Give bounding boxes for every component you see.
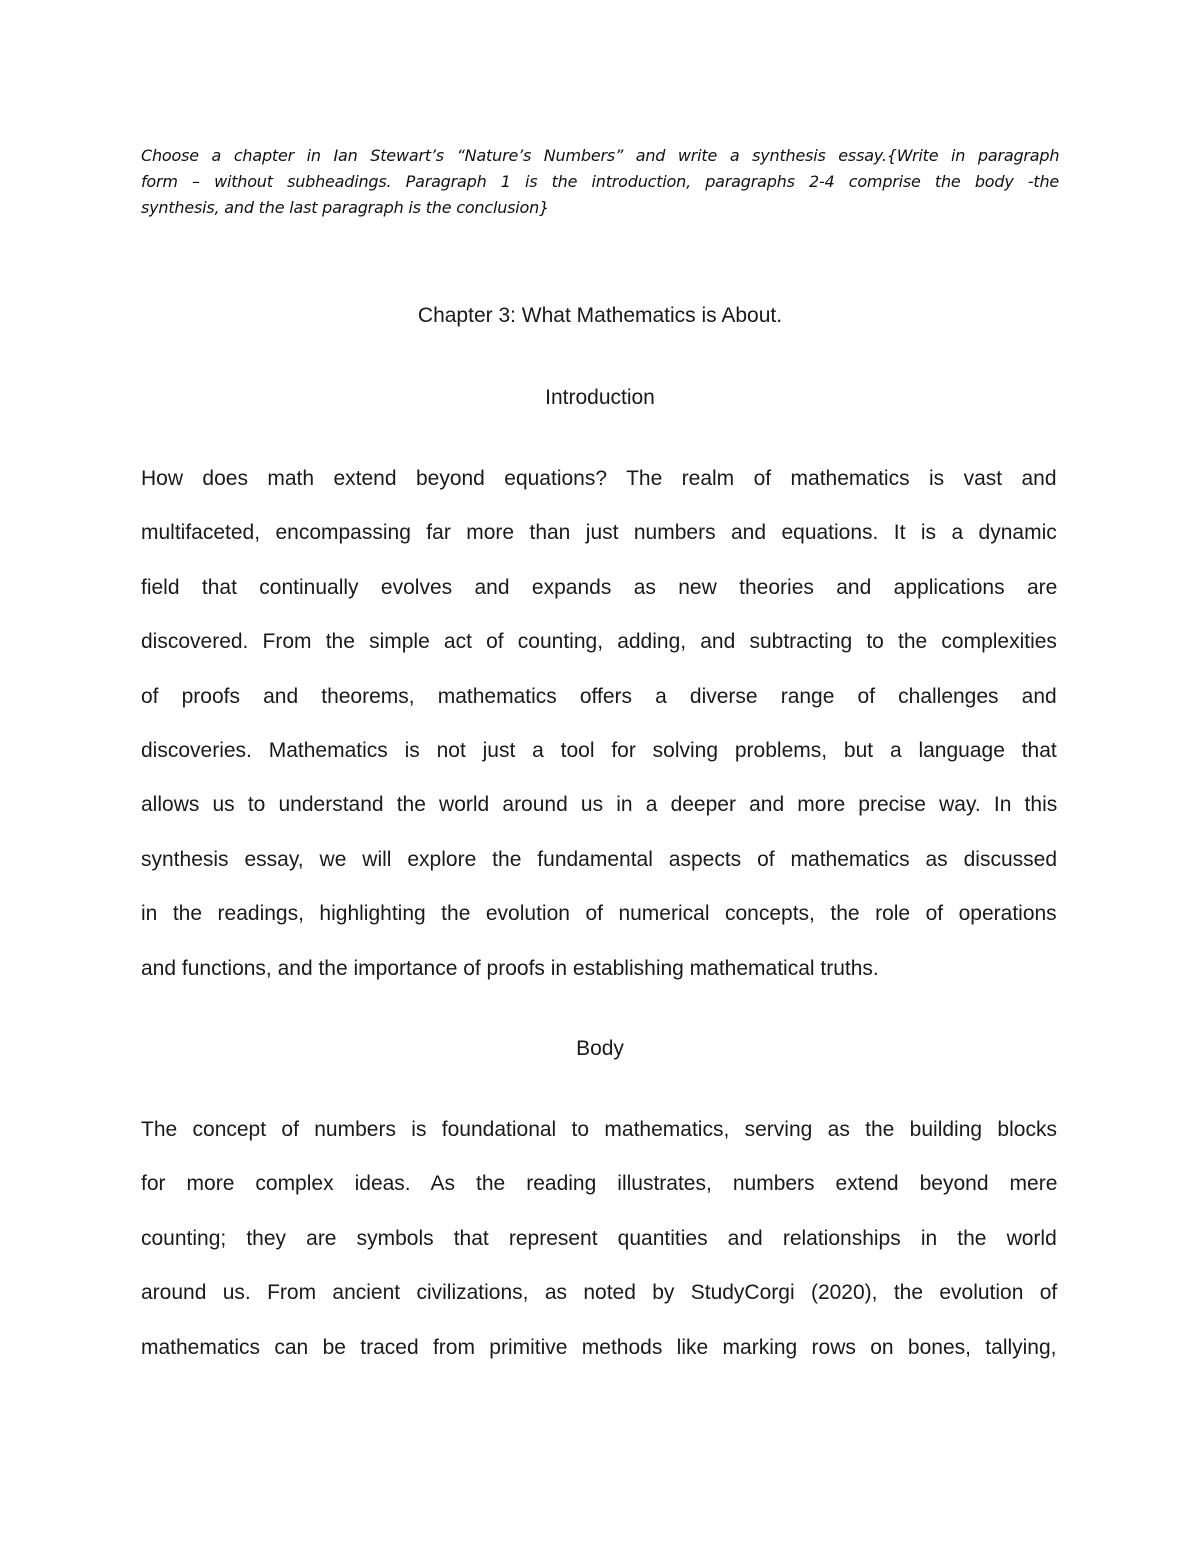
paragraph-line: discoveries. Mathematics is not just a tool for solving problems, but a language that — [141, 739, 1057, 763]
assignment-prompt — [141, 143, 1059, 221]
paragraph-line: and functions, and the importance of proofs in establishing mathematical truths. — [141, 956, 879, 980]
paragraph-line: counting; they are symbols that represent quantities and relationships in the world — [141, 1226, 1057, 1250]
chapter-title: Chapter 3: What Mathematics is About. — [417, 304, 783, 327]
paragraph-line: for more complex ideas. As the reading illustrates, numbers extend beyond mere — [141, 1172, 1058, 1196]
paragraph-line: allows us to understand the world around us in a deeper and more precise way. In this — [141, 793, 1058, 817]
introduction-heading: Introduction — [545, 386, 655, 409]
body-heading: Body — [576, 1037, 624, 1060]
prompt-line: Choose a chapter in Ian Stewart’s “Nature’s Numbers” and write a synthesis essay.{Write in paragraph — [141, 146, 1060, 165]
paragraph-line: around us. From ancient civilizations, as noted by StudyCorgi (2020), the evolution of — [141, 1281, 1058, 1305]
paragraph-line: synthesis essay, we will explore the fundamental aspects of mathematics as discussed — [141, 847, 1057, 871]
paragraph-line: field that continually evolves and expands as new theories and applications are — [141, 575, 1058, 599]
paragraph-line: discovered. From the simple act of counting, adding, and subtracting to the complexities — [141, 630, 1057, 654]
paragraph-line: The concept of numbers is foundational to mathematics, serving as the building blocks — [141, 1118, 1057, 1141]
paragraph-line: multifaceted, encompassing far more than just numbers and equations. It is a dynamic — [141, 521, 1057, 545]
introduction-paragraph — [141, 452, 1057, 996]
paragraph-line: of proofs and theorems, mathematics offers a diverse range of challenges and — [141, 684, 1057, 708]
prompt-line: synthesis, and the last paragraph is the conclusion} — [141, 198, 550, 217]
paragraph-line: How does math extend beyond equations? The realm of mathematics is vast and — [141, 467, 1057, 490]
body-paragraph — [141, 1103, 1057, 1375]
prompt-line: form – without subheadings. Paragraph 1 is the introduction, paragraphs 2-4 comprise the body -the — [141, 172, 1060, 191]
paragraph-line: mathematics can be traced from primitive methods like marking rows on bones, tallying, — [141, 1335, 1057, 1359]
paragraph-line: in the readings, highlighting the evolution of numerical concepts, the role of operations — [141, 902, 1057, 926]
